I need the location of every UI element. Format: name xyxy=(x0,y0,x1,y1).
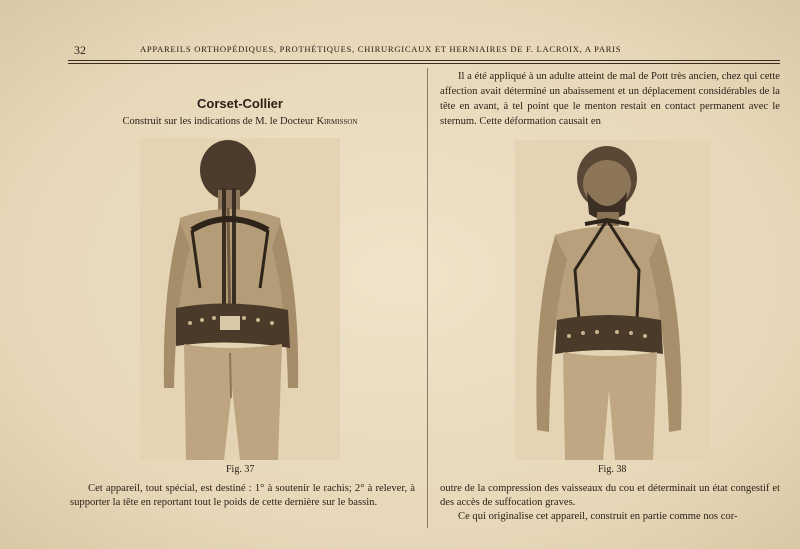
subtitle-prefix: Construit sur les indications de M. le Docteur xyxy=(122,116,317,127)
column-divider xyxy=(427,68,428,528)
header-rule xyxy=(68,60,780,61)
section-subtitle xyxy=(70,116,410,127)
page-number: 32 xyxy=(74,43,86,57)
right-paragraph-top: Il a été appliqué à un adulte atteint de mal de Pott très ancien, chez qui cette affection avait déterminé un abaissement et un déplacement considérables de la tête en avant, à tel point que le menton restait en contact permanent avec le sternum. Cette déformation causait en xyxy=(440,71,780,127)
figure-38-photo xyxy=(515,140,710,460)
figure-37-photo xyxy=(140,138,340,460)
header-rule-secondary xyxy=(68,63,780,64)
right-bottom-text xyxy=(440,482,780,524)
right-top-text xyxy=(440,69,780,129)
left-body-text xyxy=(70,482,415,510)
running-head: APPAREILS ORTHOPÉDIQUES, PROTHÉTIQUES, CHIRURGICAUX ET HERNIAIRES DE F. LACROIX, A PARIS xyxy=(140,44,622,54)
right-paragraph-continuation: outre de la compression des vaisseaux du cou et déterminait un état congestif et des accès de suffocation graves. xyxy=(440,483,780,508)
doctor-name: Kirmisson xyxy=(316,116,358,127)
section-title: Corset-Collier xyxy=(197,96,283,111)
right-paragraph-next: Ce qui originalise cet appareil, construit en partie comme nos cor- xyxy=(458,511,738,522)
left-paragraph: Cet appareil, tout spécial, est destiné : 1° à soutenir le rachis; 2° à relever, à supporter la tête en reportant tout le poids de cette dernière sur le bassin. xyxy=(70,483,415,508)
figure-38-caption: Fig. 38 xyxy=(598,464,627,475)
figure-37-caption: Fig. 37 xyxy=(226,464,255,475)
